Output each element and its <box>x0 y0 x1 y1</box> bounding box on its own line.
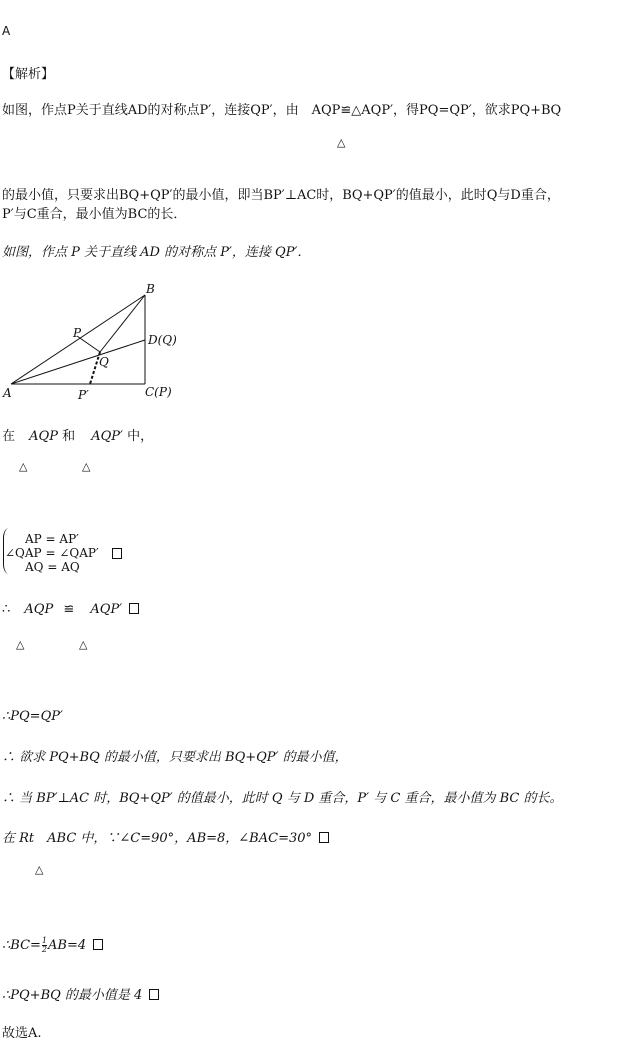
label-a: A <box>3 386 12 400</box>
label-b: B <box>146 282 155 296</box>
triangle-symbol: △ <box>35 863 44 876</box>
label-p: P <box>73 326 82 340</box>
fraction-denominator: 2 <box>41 945 47 954</box>
in-triangles-line <box>2 425 153 444</box>
bc-prefix: ∴BC= <box>2 938 41 953</box>
segment-bq <box>100 295 145 352</box>
congruence-line <box>2 602 139 617</box>
in-word: 在 <box>2 429 16 444</box>
intro-line-1: 如图，作点P关于直线AD的对称点P′，连接QP′，由 AQP≌△AQP′，得PQ=QP′，欲求PQ+BQ <box>2 103 562 118</box>
construction-text: 如图，作点 P 关于直线 AD 的对称点 P′，连接 QP′． <box>2 245 311 260</box>
middle-word: 中， <box>127 429 154 444</box>
right-triangle-text: 在 Rt ABC 中，∵∠C=90°，AB=8，∠BAC=30° <box>2 831 313 846</box>
pq-equals-qp-prime: ∴PQ=QP′ <box>2 709 63 724</box>
system-row-1: AP = AP′ <box>25 532 79 546</box>
triangle-symbol: △ <box>79 638 88 651</box>
minimum-reasoning-2: ∴ 当 BP′⊥AC 时，BQ+QP′ 的值最小，此时 Q 与 D 重合，P′ 与 C 重合，最小值为 BC 的长。 <box>2 791 563 806</box>
placeholder-box <box>112 548 122 559</box>
triangle-symbol: △ <box>337 136 346 149</box>
minimum-value-text: ∴PQ+BQ 的最小值是 4 <box>2 988 143 1003</box>
label-q: Q <box>99 355 109 369</box>
conclusion: 故选A. <box>2 1026 42 1041</box>
analysis-heading: 【解析】 <box>2 67 55 82</box>
label-d: D(Q) <box>148 333 177 347</box>
triangle-aqp: AQP <box>29 429 58 444</box>
fraction-numerator: 1 <box>41 936 47 945</box>
therefore-symbol: ∴ <box>2 602 11 617</box>
congruent-symbol: ≌ <box>63 602 75 617</box>
equation-system <box>3 528 133 578</box>
geometry-figure <box>0 280 200 405</box>
system-row-3: AQ = AQ <box>25 560 80 574</box>
minimum-value-line <box>2 984 159 1003</box>
placeholder-box <box>129 603 139 614</box>
triangle-symbol: △ <box>16 638 25 651</box>
intro-line-2: 的最小值，只要求出BQ+QP′的最小值，即当BP′⊥AC时，BQ+QP′的值最小，此时Q与D重合， <box>2 188 560 203</box>
system-row-2: ∠QAP = ∠QAP′ <box>5 546 99 560</box>
minimum-reasoning-1: ∴ 欲求 PQ+BQ 的最小值，只要求出 BQ+QP′ 的最小值， <box>2 750 348 765</box>
fraction-half <box>42 937 47 954</box>
triangle-aqp-prime: AQP′ <box>91 429 123 444</box>
placeholder-box <box>149 989 159 1000</box>
right-triangle-given <box>2 827 329 846</box>
triangle-aqp: AQP <box>24 602 54 617</box>
answer-letter: A <box>2 24 11 38</box>
placeholder-box <box>319 832 329 843</box>
label-c: C(P) <box>145 385 172 399</box>
triangle-aqp-prime: AQP′ <box>90 602 123 617</box>
triangle-symbol: △ <box>82 460 91 473</box>
and-word: 和 <box>62 429 76 444</box>
intro-line-3: P′与C重合，最小值为BC的长． <box>2 207 187 222</box>
placeholder-box <box>93 939 103 950</box>
segment-ad <box>11 340 145 384</box>
bc-suffix: AB=4 <box>48 938 87 953</box>
triangle-symbol: △ <box>19 460 28 473</box>
bc-calculation <box>2 937 103 954</box>
label-p-prime: P′ <box>78 388 89 402</box>
